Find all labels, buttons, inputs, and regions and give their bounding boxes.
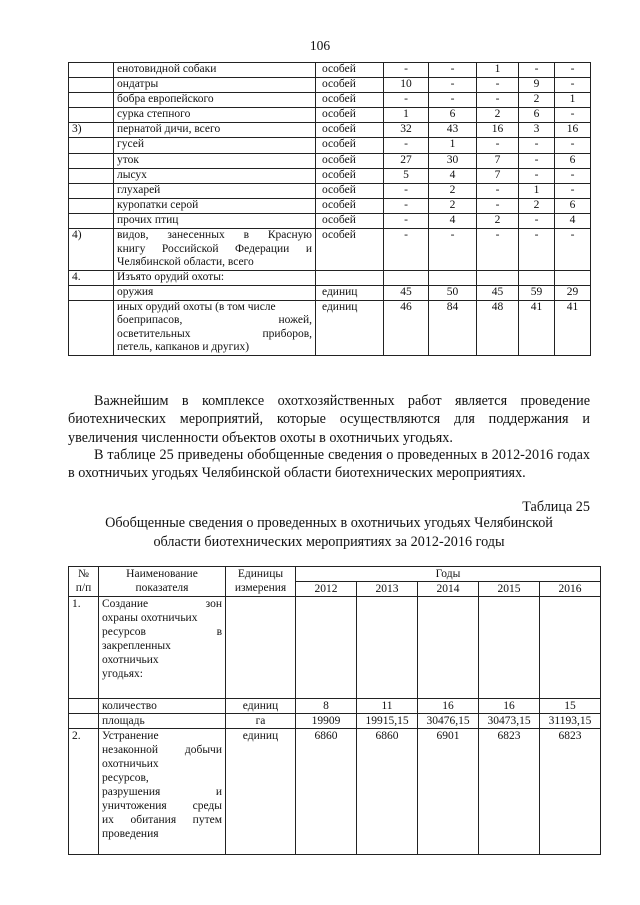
- value-cell: -: [477, 183, 519, 198]
- value-cell: 2: [519, 198, 555, 213]
- value-cell: 1: [384, 108, 429, 123]
- value-cell: 6: [555, 153, 591, 168]
- value-cell: [418, 597, 479, 699]
- value-cell: 7: [477, 168, 519, 183]
- unit-cell: особей: [316, 229, 384, 271]
- value-cell: 6901: [418, 729, 479, 855]
- value-cell: -: [555, 229, 591, 271]
- row-number: [69, 108, 114, 123]
- table-row: [69, 285, 591, 300]
- empty-cell: [555, 270, 591, 285]
- value-cell: -: [477, 229, 519, 271]
- header-year: 2015: [479, 582, 540, 597]
- section-name: Изъято орудий охоты:: [114, 270, 316, 285]
- value-cell: -: [384, 183, 429, 198]
- row-number: [69, 183, 114, 198]
- species-name: енотовидной собаки: [114, 63, 316, 78]
- value-cell: -: [555, 138, 591, 153]
- name-line: охотничьих: [102, 758, 159, 770]
- value-cell: -: [429, 229, 477, 271]
- unit-cell: особей: [316, 198, 384, 213]
- value-cell: 4: [429, 168, 477, 183]
- header-year: 2016: [540, 582, 601, 597]
- value-cell: -: [429, 78, 477, 93]
- header-unit: Единицы измерения: [226, 567, 296, 597]
- name-line: угодьях:: [102, 668, 143, 680]
- name-line: проведения: [102, 828, 159, 840]
- unit-cell: особей: [316, 168, 384, 183]
- species-name: гусей: [114, 138, 316, 153]
- species-name: бобра европейского: [114, 93, 316, 108]
- name-line: охраны охотничьих: [102, 612, 198, 624]
- indicator-name: площадь: [99, 714, 226, 729]
- table-row: [69, 63, 591, 78]
- name-line: Челябинской области, всего: [117, 256, 254, 269]
- value-cell: -: [555, 63, 591, 78]
- value-cell: 2: [429, 183, 477, 198]
- species-name: глухарей: [114, 183, 316, 198]
- row-number: 3): [69, 123, 114, 138]
- unit-cell: особей: [316, 108, 384, 123]
- value-cell: -: [519, 138, 555, 153]
- unit-cell: особей: [316, 213, 384, 228]
- table-row: [69, 300, 591, 355]
- value-cell: -: [555, 78, 591, 93]
- value-cell: 41: [519, 300, 555, 355]
- value-cell: 46: [384, 300, 429, 355]
- name-line: видов, занесенных в Красную: [117, 229, 312, 242]
- value-cell: -: [384, 63, 429, 78]
- value-cell: 2: [477, 108, 519, 123]
- value-cell: 1: [429, 138, 477, 153]
- empty-cell: [429, 270, 477, 285]
- value-cell: 3: [519, 123, 555, 138]
- page-number: 106: [309, 38, 331, 53]
- value-cell: 11: [357, 699, 418, 714]
- paragraph-biotech-importance: Важнейшим в комплексе охотхозяйственных работ является проведение биотехнических мероприятий, которые осуществляются для поддержания и увеличения численности объектов охоты в охотничьих угодьях.: [68, 393, 590, 446]
- value-cell: 2: [519, 93, 555, 108]
- value-cell: 16: [555, 123, 591, 138]
- value-cell: -: [384, 229, 429, 271]
- value-cell: 30473,15: [479, 714, 540, 729]
- table-row: [69, 153, 591, 168]
- value-cell: -: [384, 198, 429, 213]
- value-cell: 5: [384, 168, 429, 183]
- name-line: осветительных приборов,: [117, 327, 312, 340]
- value-cell: -: [519, 229, 555, 271]
- value-cell: 16: [477, 123, 519, 138]
- value-cell: 6: [519, 108, 555, 123]
- biotech-measures-table: [68, 566, 601, 855]
- row-number: [69, 138, 114, 153]
- table-title-line: Обобщенные сведения о проведенных в охотничьих угодьях Челябинской: [105, 515, 553, 531]
- value-cell: -: [477, 93, 519, 108]
- name-line: Создание зон: [102, 598, 222, 610]
- value-cell: -: [429, 93, 477, 108]
- value-cell: 8: [296, 699, 357, 714]
- value-cell: 2: [429, 198, 477, 213]
- table1-body: [69, 63, 591, 356]
- value-cell: 50: [429, 285, 477, 300]
- row-number: 2.: [69, 729, 99, 855]
- indicator-name: [99, 597, 226, 699]
- value-cell: -: [384, 213, 429, 228]
- row-number: 1.: [69, 597, 99, 699]
- name-line: петель, капканов и других): [117, 341, 250, 354]
- item-name: [114, 300, 316, 355]
- row-number: 4.: [69, 270, 114, 285]
- table-title-line: области биотехнических мероприятиях за 2012-2016 годы: [153, 533, 505, 550]
- name-line: боеприпасов, ножей,: [117, 314, 312, 327]
- value-cell: -: [555, 108, 591, 123]
- value-cell: -: [555, 168, 591, 183]
- name-line: закрепленных: [102, 640, 171, 652]
- value-cell: 6860: [357, 729, 418, 855]
- value-cell: 48: [477, 300, 519, 355]
- value-cell: -: [477, 78, 519, 93]
- value-cell: -: [519, 153, 555, 168]
- table-row: [69, 108, 591, 123]
- value-cell: -: [519, 213, 555, 228]
- value-cell: 27: [384, 153, 429, 168]
- name-line: незаконной добычи: [102, 744, 222, 756]
- name-line: ресурсов в: [102, 626, 222, 638]
- unit-cell: особей: [316, 123, 384, 138]
- value-cell: -: [384, 138, 429, 153]
- value-cell: 4: [555, 213, 591, 228]
- table-row: [69, 168, 591, 183]
- value-cell: 2: [477, 213, 519, 228]
- row-number: [69, 714, 99, 729]
- header-year: 2014: [418, 582, 479, 597]
- table-row: [69, 229, 591, 271]
- value-cell: -: [429, 63, 477, 78]
- name-line: иных орудий охоты (в том числе: [117, 300, 276, 313]
- name-line: ресурсов,: [102, 772, 149, 784]
- header-year: 2012: [296, 582, 357, 597]
- value-cell: [540, 597, 601, 699]
- unit-cell: особей: [316, 93, 384, 108]
- value-cell: 7: [477, 153, 519, 168]
- name-line: книгу Российской Федерации и: [117, 242, 312, 255]
- unit-cell: единиц: [226, 699, 296, 714]
- value-cell: 84: [429, 300, 477, 355]
- name-line: разрушения и: [102, 786, 222, 798]
- value-cell: 6: [555, 198, 591, 213]
- table-row: [69, 78, 591, 93]
- value-cell: -: [555, 183, 591, 198]
- value-cell: 6823: [540, 729, 601, 855]
- row-number: [69, 168, 114, 183]
- row-number: [69, 93, 114, 108]
- value-cell: 1: [555, 93, 591, 108]
- name-line: охотничьих: [102, 654, 159, 666]
- value-cell: -: [519, 168, 555, 183]
- value-cell: 30: [429, 153, 477, 168]
- value-cell: 6: [429, 108, 477, 123]
- value-cell: 6860: [296, 729, 357, 855]
- unit-cell: особей: [316, 63, 384, 78]
- value-cell: [296, 597, 357, 699]
- unit-cell: особей: [316, 153, 384, 168]
- table-row: [69, 198, 591, 213]
- species-name: лысух: [114, 168, 316, 183]
- unit-cell: особей: [316, 138, 384, 153]
- hunting-table-continuation: [68, 62, 591, 356]
- row-number: [69, 285, 114, 300]
- table-row: [69, 93, 591, 108]
- row-number: [69, 213, 114, 228]
- row-number: [69, 153, 114, 168]
- value-cell: 45: [477, 285, 519, 300]
- value-cell: 59: [519, 285, 555, 300]
- row-number: [69, 699, 99, 714]
- table-title: [68, 514, 590, 551]
- value-cell: 6823: [479, 729, 540, 855]
- paragraph-table-intro: В таблице 25 приведены обобщенные сведения о проведенных в 2012-2016 годах в охотничьих угодьях Челябинской области биотехнических мероприятиях.: [68, 447, 590, 482]
- unit-cell: единиц: [226, 729, 296, 855]
- value-cell: 1: [519, 183, 555, 198]
- indicator-name: [99, 729, 226, 855]
- value-cell: 16: [479, 699, 540, 714]
- value-cell: 45: [384, 285, 429, 300]
- unit-cell: особей: [316, 78, 384, 93]
- value-cell: 31193,15: [540, 714, 601, 729]
- value-cell: [479, 597, 540, 699]
- row-number: [69, 300, 114, 355]
- header-year: 2013: [357, 582, 418, 597]
- value-cell: 29: [555, 285, 591, 300]
- name-line: уничтожения среды: [102, 800, 222, 812]
- value-cell: -: [477, 138, 519, 153]
- indicator-name: количество: [99, 699, 226, 714]
- empty-cell: [477, 270, 519, 285]
- name-line: Устранение: [102, 730, 159, 742]
- unit-cell: [226, 597, 296, 699]
- value-cell: 43: [429, 123, 477, 138]
- header-number: № п/п: [69, 567, 99, 597]
- value-cell: 32: [384, 123, 429, 138]
- species-name: ондатры: [114, 78, 316, 93]
- row-number: [69, 78, 114, 93]
- row-number: [69, 198, 114, 213]
- empty-cell: [384, 270, 429, 285]
- table-row: [69, 213, 591, 228]
- value-cell: 19909: [296, 714, 357, 729]
- value-cell: 30476,15: [418, 714, 479, 729]
- value-cell: -: [477, 198, 519, 213]
- value-cell: 19915,15: [357, 714, 418, 729]
- value-cell: -: [519, 63, 555, 78]
- value-cell: 41: [555, 300, 591, 355]
- unit-cell: га: [226, 714, 296, 729]
- header-indicator: Наименование показателя: [99, 567, 226, 597]
- name-line: их обитания путем: [102, 814, 222, 826]
- value-cell: 9: [519, 78, 555, 93]
- table-row: [69, 138, 591, 153]
- unit-cell: единиц: [316, 300, 384, 355]
- unit-cell: единиц: [316, 285, 384, 300]
- row-number: [69, 63, 114, 78]
- value-cell: 4: [429, 213, 477, 228]
- species-name: уток: [114, 153, 316, 168]
- value-cell: -: [384, 93, 429, 108]
- species-name: [114, 229, 316, 271]
- row-number: 4): [69, 229, 114, 271]
- species-name: куропатки серой: [114, 198, 316, 213]
- header-years: Годы: [296, 567, 601, 582]
- empty-cell: [519, 270, 555, 285]
- species-name: пернатой дичи, всего: [114, 123, 316, 138]
- value-cell: 16: [418, 699, 479, 714]
- item-name: оружия: [114, 285, 316, 300]
- empty-cell: [316, 270, 384, 285]
- value-cell: 1: [477, 63, 519, 78]
- value-cell: [357, 597, 418, 699]
- value-cell: 15: [540, 699, 601, 714]
- table-caption: Таблица 25: [522, 499, 590, 515]
- value-cell: 10: [384, 78, 429, 93]
- unit-cell: особей: [316, 183, 384, 198]
- table-row: [69, 183, 591, 198]
- table-row: [69, 270, 591, 285]
- table-row: [69, 123, 591, 138]
- species-name: прочих птиц: [114, 213, 316, 228]
- species-name: сурка степного: [114, 108, 316, 123]
